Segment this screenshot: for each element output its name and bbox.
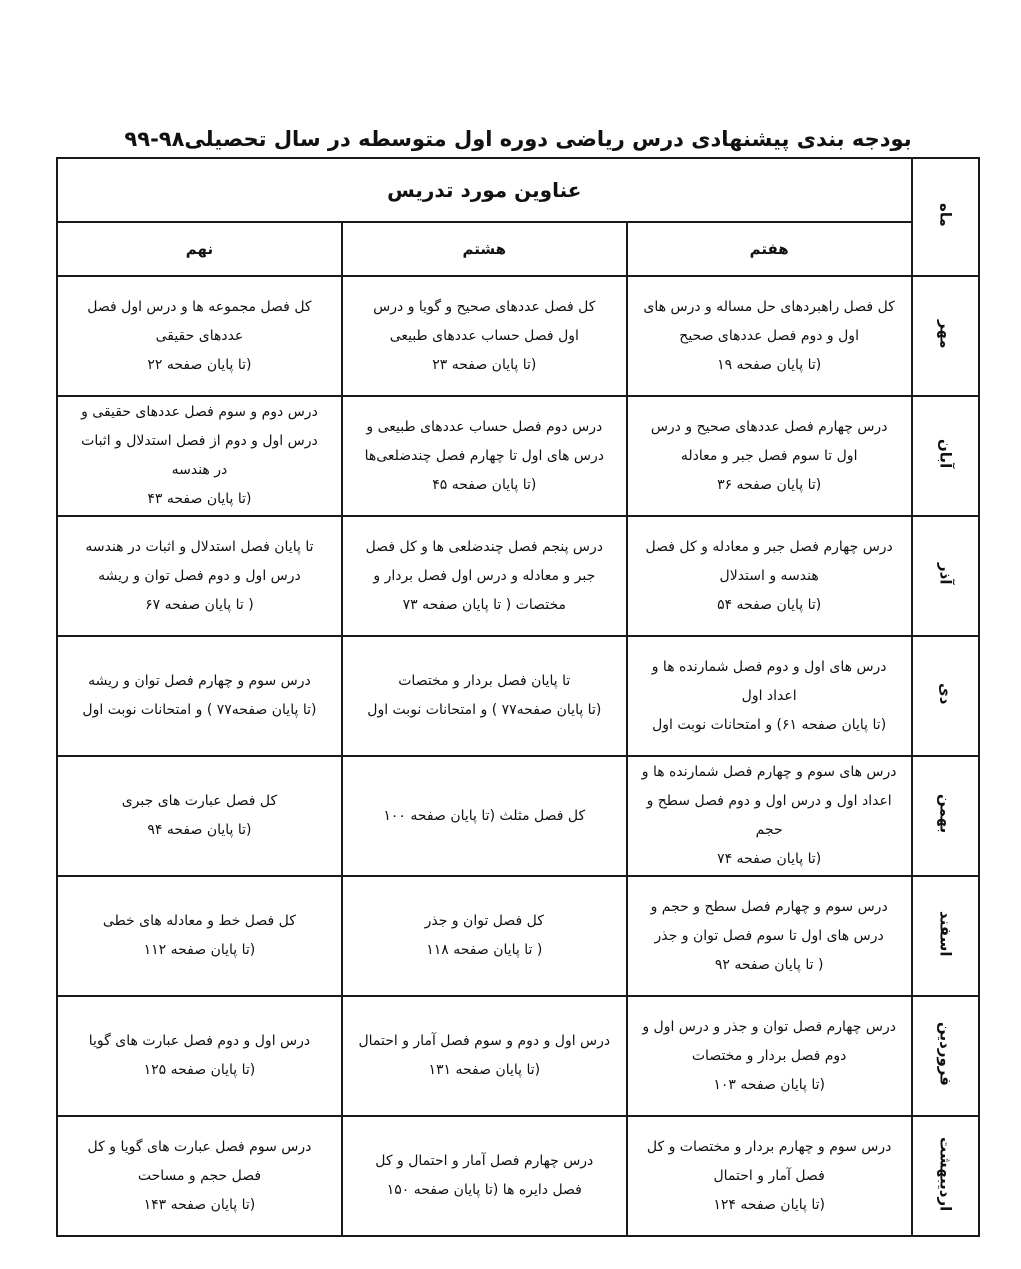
month-cell bbox=[912, 516, 979, 636]
topic-line: اول فصل حساب عددهای طبیعی bbox=[389, 327, 579, 344]
table-row bbox=[57, 276, 979, 396]
table-row bbox=[57, 396, 979, 516]
topic-line: درس سوم و چهارم بردار و مختصات و کل bbox=[646, 1138, 892, 1155]
topic-cell-grade-9 bbox=[57, 876, 342, 996]
topic-cell-grade-9 bbox=[57, 756, 342, 876]
table-row bbox=[57, 636, 979, 756]
topic-line: درس اول و دوم از فصل استدلال و اثبات bbox=[81, 433, 318, 449]
topic-line: (تا پایان صفحه ۱۳۱ bbox=[428, 1062, 541, 1078]
month-label: فروردین bbox=[936, 1022, 955, 1086]
topic-line: درس های اول تا چهارم فصل چندضلعی‌ها bbox=[364, 447, 605, 464]
topic-line: (تا پایان صفحه ۱۴۳ bbox=[143, 1196, 256, 1213]
table-row bbox=[57, 516, 979, 636]
topic-cell-grade-9 bbox=[57, 516, 342, 636]
topics-header: عناوین مورد تدریس bbox=[57, 158, 912, 222]
topic-line: درس چهارم فصل آمار و احتمال و کل bbox=[375, 1153, 594, 1169]
month-label: آذر bbox=[936, 563, 955, 585]
document-title: بودجه بندی پیشنهادی درس ریاضی دوره اول متوسطه در سال تحصیلی۹۸-۹۹ bbox=[124, 127, 912, 151]
month-cell bbox=[912, 396, 979, 516]
month-cell bbox=[912, 996, 979, 1116]
topic-line: (تا پایان صفحه ۱۲۴ bbox=[713, 1196, 825, 1213]
budget-table bbox=[56, 157, 980, 1237]
topic-line: (تا پایان صفحه ۶۱) و امتحانات نوبت اول bbox=[652, 716, 887, 733]
topic-cell-grade-9 bbox=[57, 1116, 342, 1236]
topic-line: فصل آمار و احتمال bbox=[713, 1167, 825, 1184]
month-cell bbox=[912, 276, 979, 396]
month-label: مهر bbox=[936, 319, 955, 349]
topic-line: اول تا سوم فصل جبر و معادله bbox=[680, 447, 858, 464]
topic-line: درس دوم و سوم فصل عددهای حقیقی و bbox=[81, 404, 318, 420]
topic-line: درس چهارم فصل عددهای صحیح و درس bbox=[650, 418, 888, 435]
topic-cell-grade-7 bbox=[627, 636, 912, 756]
topic-line: ( تا پایان صفحه ۶۷ bbox=[145, 596, 254, 613]
table-row bbox=[57, 996, 979, 1116]
topic-line: درس اول و دوم و سوم فصل آمار و احتمال bbox=[358, 1033, 611, 1049]
topic-line: (تا پایان صفحه ۱۲۵ bbox=[143, 1062, 256, 1078]
topic-line: تا پایان فصل استدلال و اثبات در هندسه bbox=[85, 538, 314, 555]
topic-line: مختصات ( تا پایان صفحه ۷۳ bbox=[402, 596, 566, 613]
topic-line: ( تا پایان صفحه ۹۲ bbox=[714, 956, 824, 973]
topic-cell-grade-8 bbox=[342, 996, 627, 1116]
topic-line: (تا پایان صفحه ۹۴ bbox=[147, 822, 252, 838]
topic-line: درس چهارم فصل توان و جذر و درس اول و bbox=[642, 1018, 896, 1035]
month-column-header bbox=[912, 158, 979, 276]
topic-line: جبر و معادله و درس اول فصل بردار و bbox=[373, 567, 596, 584]
topic-line: (تا پایان صفحه۷۷ ) و امتحانات نوبت اول bbox=[367, 702, 602, 718]
topic-line: درس سوم فصل عبارت های گویا و کل bbox=[87, 1138, 312, 1155]
topic-cell-grade-9 bbox=[57, 636, 342, 756]
topic-line: کل فصل خط و معادله های خطی bbox=[102, 913, 296, 929]
topic-line: درس سوم و چهارم فصل سطح و حجم و bbox=[650, 898, 888, 915]
topic-line: کل فصل عبارت های جبری bbox=[121, 793, 278, 809]
topic-cell-grade-8 bbox=[342, 876, 627, 996]
month-label: آبان bbox=[936, 439, 955, 469]
topic-line: عددهای حقیقی bbox=[155, 327, 244, 344]
table-row bbox=[57, 756, 979, 876]
topic-cell-grade-8 bbox=[342, 396, 627, 516]
topic-line: کل فصل مثلث (تا پایان صفحه ۱۰۰ bbox=[383, 807, 586, 824]
topic-line: (تا پایان صفحه ۲۲ bbox=[147, 356, 252, 373]
topic-cell-grade-8 bbox=[342, 516, 627, 636]
topic-cell-grade-7 bbox=[627, 276, 912, 396]
topic-cell-grade-7 bbox=[627, 516, 912, 636]
month-cell bbox=[912, 756, 979, 876]
topic-line: (تا پایان صفحه۷۷ ) و امتحانات نوبت اول bbox=[82, 702, 317, 718]
month-cell bbox=[912, 636, 979, 756]
month-label: دی bbox=[936, 683, 955, 705]
topic-line: کل فصل مجموعه ها و درس اول فصل bbox=[87, 298, 312, 315]
grade-header-7: هفتم bbox=[627, 222, 912, 276]
topic-line: حجم bbox=[755, 822, 783, 838]
topic-line: در هندسه bbox=[171, 462, 228, 478]
topic-line: (تا پایان صفحه ۱۰۳ bbox=[713, 1076, 825, 1093]
topic-cell-grade-8 bbox=[342, 1116, 627, 1236]
topic-line: (تا پایان صفحه ۵۴ bbox=[717, 596, 822, 613]
topic-line: درس های اول تا سوم فصل توان و جذر bbox=[654, 927, 884, 944]
topic-line: فصل حجم و مساحت bbox=[137, 1167, 262, 1184]
table-row bbox=[57, 1116, 979, 1236]
topic-line: اعداد اول bbox=[741, 687, 797, 704]
grade-header-9: نهم bbox=[57, 222, 342, 276]
grade-header-8: هشتم bbox=[342, 222, 627, 276]
topic-line: اول و دوم فصل عددهای صحیح bbox=[679, 327, 859, 344]
topic-cell-grade-9 bbox=[57, 396, 342, 516]
topic-cell-grade-9 bbox=[57, 996, 342, 1116]
topic-line: (تا پایان صفحه ۱۱۲ bbox=[143, 942, 256, 958]
topic-line: درس اول و دوم فصل عبارت های گویا bbox=[88, 1033, 311, 1049]
table-body bbox=[57, 276, 979, 1236]
topic-line: درس های سوم و چهارم فصل شمارنده ها و bbox=[641, 764, 897, 780]
topic-cell-grade-8 bbox=[342, 756, 627, 876]
topic-line: ( تا پایان صفحه ۱۱۸ bbox=[426, 942, 543, 958]
month-label: اردیبهشت bbox=[936, 1136, 955, 1212]
topic-line: دوم فصل بردار و مختصات bbox=[691, 1047, 847, 1064]
month-cell bbox=[912, 1116, 979, 1236]
topic-cell-grade-7 bbox=[627, 756, 912, 876]
topic-line: درس سوم و چهارم فصل توان و ریشه bbox=[88, 673, 311, 689]
topic-line: (تا پایان صفحه ۲۳ bbox=[432, 356, 537, 373]
month-label: بهمن bbox=[936, 794, 955, 834]
topic-cell-grade-9 bbox=[57, 276, 342, 396]
topic-line: (تا پایان صفحه ۷۴ bbox=[717, 851, 822, 867]
topic-line: (تا پایان صفحه ۱۹ bbox=[717, 356, 822, 373]
topic-line: هندسه و استدلال bbox=[719, 567, 819, 584]
topic-line: درس دوم فصل حساب عددهای طبیعی و bbox=[366, 418, 603, 435]
topic-line: کل فصل عددهای صحیح و گویا و درس bbox=[373, 298, 596, 315]
month-cell bbox=[912, 876, 979, 996]
topic-cell-grade-7 bbox=[627, 396, 912, 516]
month-label: اسفند bbox=[936, 911, 955, 957]
topic-line: درس پنجم فصل چندضلعی ها و کل فصل bbox=[365, 538, 604, 555]
topic-cell-grade-7 bbox=[627, 996, 912, 1116]
topic-cell-grade-7 bbox=[627, 1116, 912, 1236]
topic-line: درس چهارم فصل جبر و معادله و کل فصل bbox=[645, 538, 893, 555]
topic-cell-grade-8 bbox=[342, 636, 627, 756]
topic-line: درس های اول و دوم فصل شمارنده ها و bbox=[651, 658, 887, 675]
month-header-label: ماه bbox=[936, 203, 955, 227]
topic-line: (تا پایان صفحه ۴۵ bbox=[432, 476, 537, 493]
topic-line: فصل دایره ها (تا پایان صفحه ۱۵۰ bbox=[386, 1182, 582, 1198]
topic-line: درس اول و دوم فصل توان و ریشه bbox=[98, 567, 301, 584]
topic-line: اعداد اول و درس اول و دوم فصل سطح و bbox=[646, 793, 892, 809]
topic-cell-grade-8 bbox=[342, 276, 627, 396]
topic-line: کل فصل توان و جذر bbox=[424, 913, 544, 929]
topic-line: کل فصل راهبردهای حل مساله و درس های bbox=[643, 298, 895, 315]
topic-line: (تا پایان صفحه ۴۳ bbox=[147, 491, 252, 507]
topic-line: (تا پایان صفحه ۳۶ bbox=[717, 476, 822, 493]
topic-line: تا پایان فصل بردار و مختصات bbox=[398, 673, 571, 689]
table-row bbox=[57, 876, 979, 996]
topic-cell-grade-7 bbox=[627, 876, 912, 996]
